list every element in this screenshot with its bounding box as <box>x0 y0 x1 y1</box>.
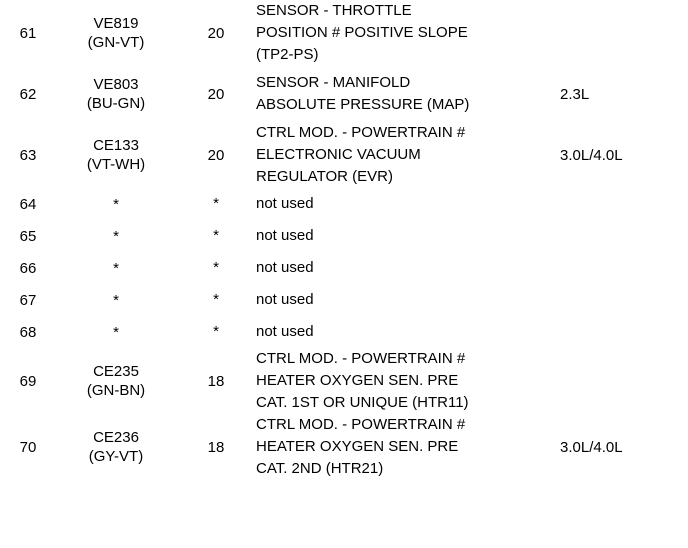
engine-application <box>560 348 688 414</box>
fuse-number: 65 <box>19 227 37 245</box>
engine-application <box>560 252 688 284</box>
circuit-code: VE803 <box>93 76 139 93</box>
engine-application <box>560 0 688 66</box>
circuit-cell <box>56 0 176 66</box>
description-line: CAT. 2ND (HTR21) <box>256 460 384 477</box>
description-cell <box>256 122 560 188</box>
table-row <box>0 252 688 284</box>
description-line: REGULATOR (EVR) <box>256 168 393 185</box>
circuit-cell <box>56 414 176 480</box>
circuit-code: * <box>113 195 119 213</box>
description-line: (TP2-PS) <box>256 46 319 63</box>
table-row <box>0 348 688 414</box>
fuse-number: 64 <box>19 195 37 213</box>
amperage: * <box>213 259 219 276</box>
description-cell <box>256 66 560 122</box>
fuse-number: 63 <box>19 146 37 164</box>
table-row <box>0 0 688 66</box>
circuit-code: CE235 <box>93 363 139 380</box>
table-row <box>0 414 688 480</box>
engine-application <box>560 220 688 252</box>
fuse-number: 62 <box>19 85 37 103</box>
table-row <box>0 66 688 122</box>
circuit-code: VE819 <box>93 15 139 32</box>
description-line: CAT. 1ST OR UNIQUE (HTR11) <box>256 394 469 411</box>
fuse-number: 67 <box>19 291 37 309</box>
engine-application <box>560 188 688 220</box>
description-cell <box>256 348 560 414</box>
table-row <box>0 220 688 252</box>
amperage: 18 <box>207 372 225 390</box>
circuit-code: * <box>113 291 119 309</box>
fuse-number: 70 <box>19 438 37 456</box>
circuit-color: (VT-WH) <box>86 156 146 173</box>
circuit-code: CE236 <box>93 429 139 446</box>
fuse-number: 66 <box>19 259 37 277</box>
engine-application: 2.3L <box>560 85 590 103</box>
table-row <box>0 188 688 220</box>
amperage: * <box>213 291 219 308</box>
amperage: 18 <box>207 438 225 456</box>
description-cell <box>256 414 560 480</box>
circuit-color: (GN-VT) <box>87 34 145 51</box>
description-line: ABSOLUTE PRESSURE (MAP) <box>256 96 470 113</box>
circuit-color: (BU-GN) <box>86 95 146 112</box>
table-row <box>0 284 688 316</box>
engine-application <box>560 284 688 316</box>
table-row <box>0 122 688 188</box>
description-line: HEATER OXYGEN SEN. PRE <box>256 372 459 389</box>
description-line: HEATER OXYGEN SEN. PRE <box>256 438 459 455</box>
description-line: not used <box>256 195 314 212</box>
description-line: not used <box>256 323 314 340</box>
engine-application: 3.0L/4.0L <box>560 146 623 164</box>
description-line: SENSOR - THROTTLE <box>256 2 412 19</box>
circuit-cell <box>56 122 176 188</box>
amperage: * <box>213 195 219 212</box>
description-line: not used <box>256 227 314 244</box>
engine-application: 3.0L/4.0L <box>560 438 623 456</box>
description-line: CTRL MOD. - POWERTRAIN # <box>256 350 466 367</box>
amperage: 20 <box>207 146 225 164</box>
circuit-cell <box>56 348 176 414</box>
circuit-code: CE133 <box>93 137 139 154</box>
amperage: 20 <box>207 24 225 42</box>
circuit-cell <box>56 66 176 122</box>
table-row <box>0 316 688 348</box>
fuse-number: 69 <box>19 372 37 390</box>
description-cell <box>256 0 560 66</box>
circuit-code: * <box>113 259 119 277</box>
amperage: * <box>213 323 219 340</box>
description-line: ELECTRONIC VACUUM <box>256 146 421 163</box>
description-line: CTRL MOD. - POWERTRAIN # <box>256 124 466 141</box>
fuse-number: 61 <box>19 24 37 42</box>
engine-application <box>560 316 688 348</box>
amperage: * <box>213 227 219 244</box>
circuit-code: * <box>113 323 119 341</box>
circuit-color: (GY-VT) <box>88 448 144 465</box>
description-line: POSITION # POSITIVE SLOPE <box>256 24 468 41</box>
description-line: not used <box>256 259 314 276</box>
amperage: 20 <box>207 85 225 103</box>
circuit-code: * <box>113 227 119 245</box>
description-line: not used <box>256 291 314 308</box>
description-line: SENSOR - MANIFOLD <box>256 74 411 91</box>
circuit-color: (GN-BN) <box>86 382 146 399</box>
fuse-number: 68 <box>19 323 37 341</box>
description-line: CTRL MOD. - POWERTRAIN # <box>256 416 466 433</box>
